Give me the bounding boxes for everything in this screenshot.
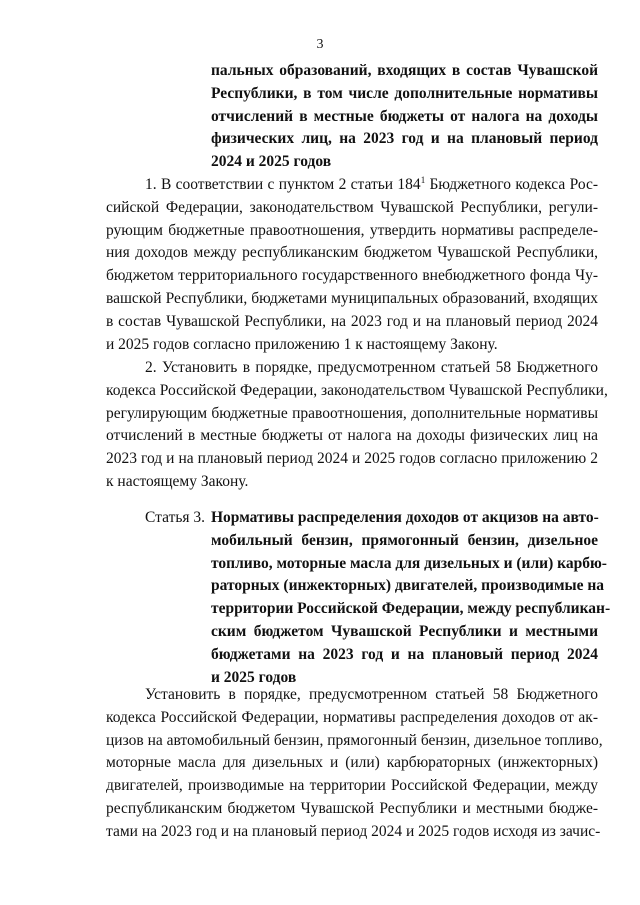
paragraph-line: Установить в порядке, предусмотренном статьей 58 Бюджетного: [145, 686, 598, 703]
paragraph-line: 2. Установить в порядке, предусмотренном статьей 58 Бюджетного: [145, 359, 598, 376]
paragraph-line: рующим бюджетные правоотношения, утвердить нормативы распределе-: [106, 221, 598, 239]
article-title-line: и 2025 годов: [211, 668, 297, 686]
article-title-line: территории Российской Федерации, между республикан-: [211, 600, 611, 618]
paragraph-line: [106, 174, 598, 197]
article-title-line: мобильный бензин, прямогонный бензин, дизельное: [211, 531, 598, 549]
paragraph-line: кодекса Российской Федерации, нормативы распределения доходов от ак-: [106, 708, 598, 726]
article-title-line: Нормативы распределения доходов от акцизов на авто-: [211, 509, 599, 526]
heading-line: отчислений в местные бюджеты от налога на доходы: [211, 107, 598, 125]
paragraph-line: и 2025 годов согласно приложению 1 к настоящему Закону.: [106, 335, 498, 353]
paragraph-line: моторные масла для дизельных и (или) карбюраторных (инжекторных): [106, 754, 598, 772]
heading-line: 2024 и 2025 годов: [211, 153, 332, 171]
paragraph-2: [106, 357, 608, 494]
paragraph-line: в состав Чувашской Республики, на 2023 год и на плановый период 2024: [106, 312, 598, 330]
footnote-superscript: 1: [420, 175, 426, 185]
heading-line: физических лиц, на 2023 год и на плановый период: [211, 130, 598, 148]
paragraph-line: сийской Федерации, законодательством Чувашской Республики, регули-: [106, 198, 598, 216]
article-3-label: Статья 3.: [145, 509, 206, 526]
article-title-line: ским бюджетом Чувашской Республики и местными: [211, 622, 598, 640]
paragraph-line: кодекса Российской Федерации, законодательством Чувашской Республики,: [106, 381, 608, 399]
paragraph-line: цизов на автомобильный бензин, прямогонный бензин, дизельное топливо,: [106, 731, 603, 749]
heading-line: пальных образований, входящих в состав Чувашской: [211, 62, 598, 79]
article-title-line: топливо, моторные масла для дизельных и (или) карбю-: [211, 554, 607, 572]
paragraph-line: вашской Республики, бюджетами муниципальных образований, входящих: [106, 289, 598, 307]
page-number: 3: [316, 37, 324, 52]
paragraph-line: 2023 год и на плановый период 2024 и 2025 годов согласно приложению 2: [106, 450, 598, 468]
paragraph-line: двигателей, производимые на территории Российской Федерации, между: [106, 777, 598, 795]
paragraph-line: регулирующим бюджетные правоотношения, дополнительные нормативы: [106, 404, 598, 422]
paragraph-text: Бюджетного кодекса Рос-: [425, 176, 598, 193]
paragraph-3: [106, 684, 603, 844]
paragraph-line: бюджетом территориального государственного внебюджетного фонда Чу-: [106, 267, 598, 285]
paragraph-1: [106, 174, 598, 356]
article-title-line: бюджетами на 2023 год и на плановый период 2024: [211, 645, 598, 663]
article-3-title: [211, 507, 611, 689]
paragraph-line: к настоящему Закону.: [106, 472, 249, 490]
article-title-line: раторных (инжекторных) двигателей, производимые на: [211, 577, 605, 595]
paragraph-line: республиканским бюджетом Чувашской Республики и местными бюдже-: [106, 799, 598, 817]
heading-line: Республики, в том числе дополнительные нормативы: [211, 84, 598, 102]
paragraph-text: 1. В соответствии с пунктом 2 статьи 184: [145, 176, 421, 193]
paragraph-line: ния доходов между республиканским бюджетом Чувашской Республики,: [106, 244, 598, 262]
article-2-title-continuation: [211, 60, 598, 174]
paragraph-line: отчислений в местные бюджеты от налога на доходы физических лиц на: [106, 427, 598, 445]
paragraph-line: тами на 2023 год и на плановый период 2024 и 2025 годов исходя из зачис-: [106, 822, 601, 840]
